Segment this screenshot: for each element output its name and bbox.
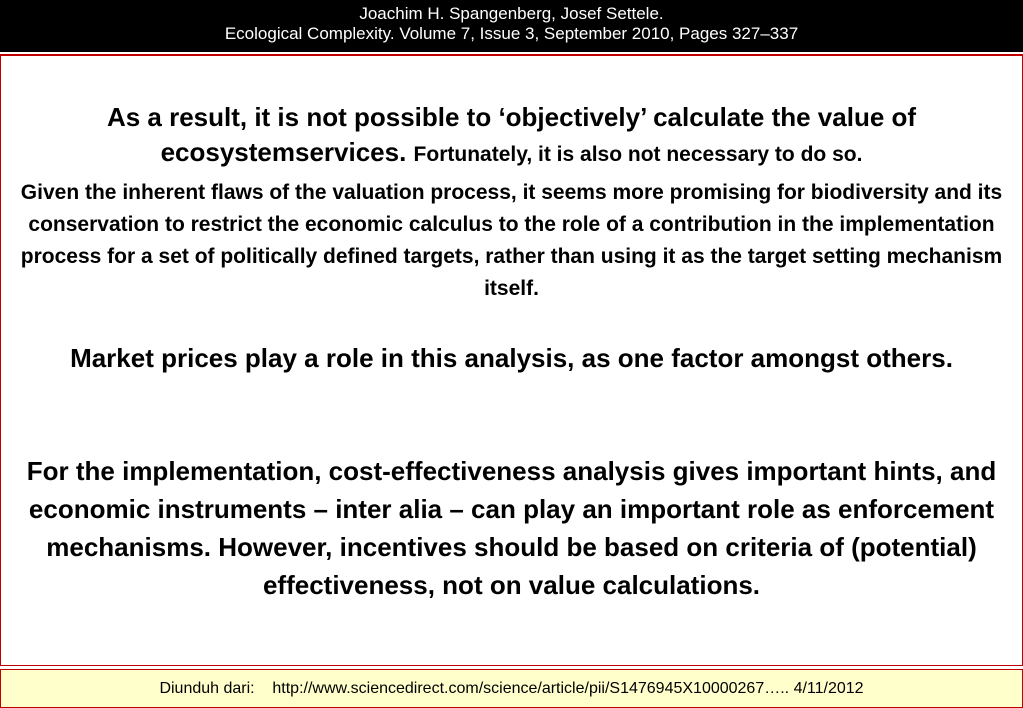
paragraph-valuation-flaws: Given the inherent flaws of the valuation process, it seems more promising for biodiversity and its conservation to restrict the economic calculus to the role of a contribution in the implementation process for a set of politically defined targets, rather than using it as the target setting mechanism itself. (20, 181, 1003, 300)
paragraph-implementation: For the implementation, cost-effectiveness analysis gives important hints, and economic instruments – inter alia – can play an important role as enforcement mechanisms. However, incentives should be based on criteria of (potential) effectiveness, not on value calculations. (26, 456, 997, 600)
citation-journal: Ecological Complexity. Volume 7, Issue 3, September 2010, Pages 327–337 (224, 24, 799, 43)
paragraph-conclusion-note: Fortunately, it is also not necessary to do so. (413, 143, 863, 166)
source-label: Diunduh dari: (159, 680, 255, 697)
paragraph-market-prices: Market prices play a role in this analysis, as one factor amongst others. (70, 343, 953, 373)
paragraph-conclusion-main: As a result, it is not possible to ‘objectively’ calculate the value of ecosystemservices. (106, 102, 917, 167)
citation-authors: Joachim H. Spangenberg, Josef Settele. (359, 4, 664, 23)
source-footer (0, 669, 1023, 708)
source-url: http://www.sciencedirect.com/science/article/pii/S1476945X10000267….. 4/11/2012 (272, 680, 864, 697)
slide-content (0, 54, 1023, 666)
paragraph-conclusion (9, 100, 1014, 172)
citation-header (0, 0, 1023, 52)
